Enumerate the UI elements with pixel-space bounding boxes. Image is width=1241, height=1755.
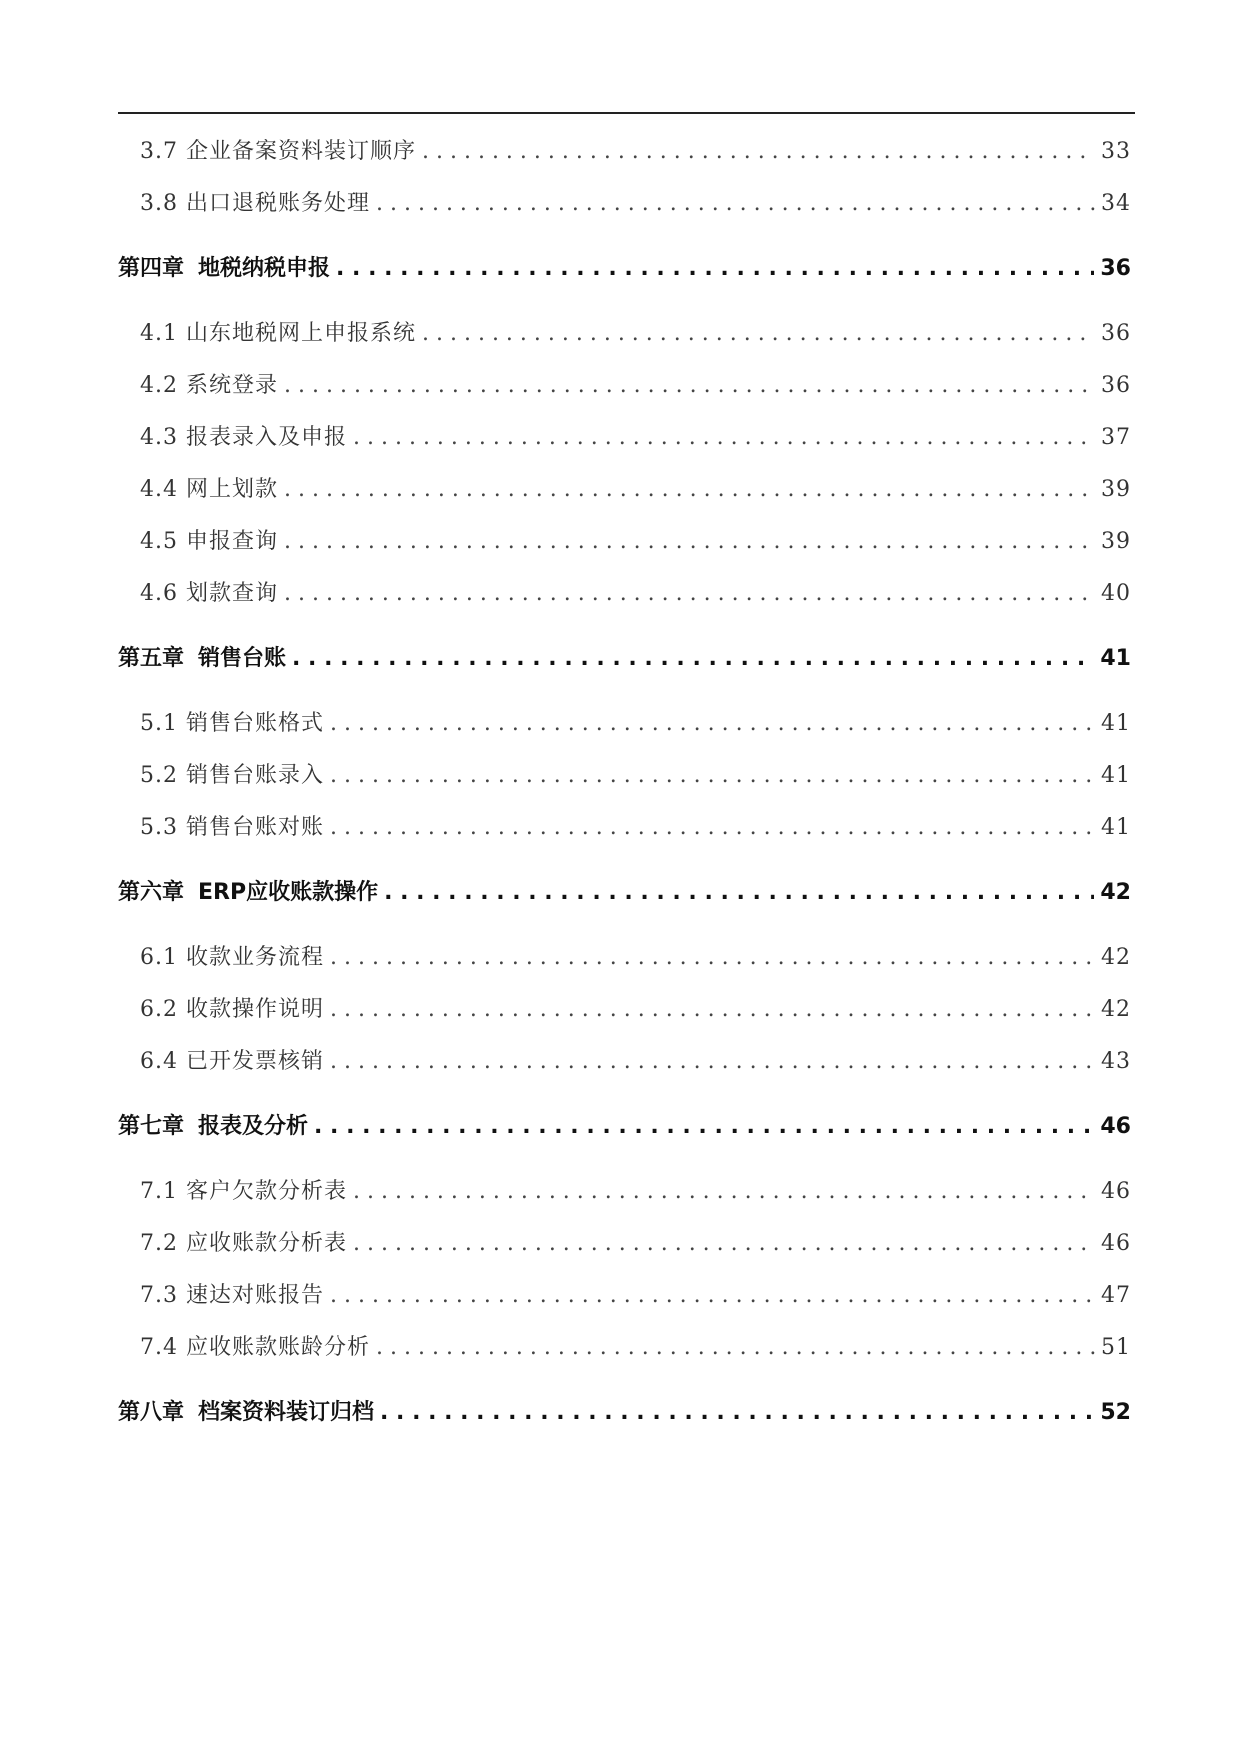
dot-leader <box>284 474 1095 506</box>
dot-leader <box>292 643 1094 675</box>
toc-page-number: 33 <box>1101 139 1131 164</box>
toc-number: 4.6 <box>140 581 178 606</box>
dot-leader <box>284 526 1095 558</box>
toc-page-number: 42 <box>1100 880 1131 905</box>
dot-leader <box>422 318 1095 350</box>
toc-title: 山东地税网上申报系统 <box>186 321 417 346</box>
toc-page-number: 41 <box>1101 763 1131 788</box>
dot-leader <box>422 136 1095 168</box>
toc-number: 4.2 <box>140 373 178 398</box>
toc-page-number: 34 <box>1101 191 1131 216</box>
toc-page-number: 39 <box>1101 477 1131 502</box>
toc-entry-6-1[interactable] <box>140 942 1131 974</box>
toc-chapter-8[interactable] <box>118 1397 1131 1429</box>
toc-chapter-number: 第八章 <box>118 1400 185 1425</box>
toc-title: 收款操作说明 <box>186 997 325 1022</box>
toc-title: 销售台账格式 <box>186 711 325 736</box>
toc-chapter-number: 第七章 <box>118 1114 185 1139</box>
dot-leader <box>330 760 1095 792</box>
toc-title: 划款查询 <box>186 581 279 606</box>
dot-leader <box>284 370 1095 402</box>
toc-page-number: 46 <box>1101 1231 1131 1256</box>
toc-entry-6-2[interactable] <box>140 994 1131 1026</box>
dot-leader <box>353 1176 1095 1208</box>
toc-chapter-number: 第五章 <box>118 646 185 671</box>
toc-number: 6.2 <box>140 997 178 1022</box>
toc-title: 销售台账 <box>198 646 287 671</box>
toc-number: 4.3 <box>140 425 178 450</box>
toc-title: 报表录入及申报 <box>186 425 348 450</box>
toc-page-number: 37 <box>1101 425 1131 450</box>
toc-title: 申报查询 <box>186 529 279 554</box>
toc-chapter-4[interactable] <box>118 253 1131 285</box>
toc-entry-3-7[interactable] <box>140 136 1131 168</box>
toc-number: 5.2 <box>140 763 178 788</box>
toc-page-number: 36 <box>1101 373 1131 398</box>
dot-leader <box>376 1332 1095 1364</box>
toc-entry-4-1[interactable] <box>140 318 1131 350</box>
toc-number: 6.4 <box>140 1049 178 1074</box>
toc-title: 应收账款账龄分析 <box>186 1335 371 1360</box>
dot-leader <box>384 877 1094 909</box>
dot-leader <box>330 1046 1095 1078</box>
dot-leader <box>353 1228 1095 1260</box>
toc-entry-4-3[interactable] <box>140 422 1131 454</box>
toc-number: 3.7 <box>140 139 178 164</box>
toc-page-number: 47 <box>1101 1283 1131 1308</box>
toc-entry-7-1[interactable] <box>140 1176 1131 1208</box>
toc-page-number: 40 <box>1101 581 1131 606</box>
dot-leader <box>336 253 1094 285</box>
toc-title: 销售台账录入 <box>186 763 325 788</box>
toc-entry-3-8[interactable] <box>140 188 1131 220</box>
toc-number: 6.1 <box>140 945 178 970</box>
toc-entry-4-2[interactable] <box>140 370 1131 402</box>
toc-page-number: 43 <box>1101 1049 1131 1074</box>
toc-number: 5.1 <box>140 711 178 736</box>
toc-number: 7.1 <box>140 1179 178 1204</box>
toc-chapter-7[interactable] <box>118 1111 1131 1143</box>
dot-leader <box>284 578 1095 610</box>
toc-number: 4.5 <box>140 529 178 554</box>
toc-entry-7-2[interactable] <box>140 1228 1131 1260</box>
toc-chapter-number: 第六章 <box>118 880 185 905</box>
dot-leader <box>380 1397 1094 1429</box>
toc-chapter-5[interactable] <box>118 643 1131 675</box>
toc-title: 速达对账报告 <box>186 1283 325 1308</box>
toc-page-number: 41 <box>1101 711 1131 736</box>
toc-title: 应收账款分析表 <box>186 1231 348 1256</box>
toc-page-number: 41 <box>1100 646 1131 671</box>
toc-number: 3.8 <box>140 191 178 216</box>
toc-entry-4-4[interactable] <box>140 474 1131 506</box>
toc-page-number: 36 <box>1100 256 1131 281</box>
toc-title: 销售台账对账 <box>186 815 325 840</box>
dot-leader <box>330 1280 1095 1312</box>
dot-leader <box>330 812 1095 844</box>
toc-title: 企业备案资料装订顺序 <box>186 139 417 164</box>
dot-leader <box>330 708 1095 740</box>
toc-number: 4.4 <box>140 477 178 502</box>
toc-title: 系统登录 <box>186 373 279 398</box>
dot-leader <box>330 942 1095 974</box>
dot-leader <box>353 422 1095 454</box>
toc-chapter-number: 第四章 <box>118 256 185 281</box>
toc-page-number: 51 <box>1101 1335 1131 1360</box>
dot-leader <box>314 1111 1094 1143</box>
dot-leader <box>376 188 1095 220</box>
toc-chapter-6[interactable] <box>118 877 1131 909</box>
toc-title: 出口退税账务处理 <box>186 191 371 216</box>
toc-page-number: 52 <box>1100 1400 1131 1425</box>
toc-title: 已开发票核销 <box>186 1049 325 1074</box>
toc-title: 地税纳税申报 <box>198 256 331 281</box>
toc-page-number: 41 <box>1101 815 1131 840</box>
toc-title: ERP应收账款操作 <box>198 880 379 905</box>
toc-number: 7.2 <box>140 1231 178 1256</box>
toc-number: 7.3 <box>140 1283 178 1308</box>
toc-title: 报表及分析 <box>198 1114 309 1139</box>
toc-title: 客户欠款分析表 <box>186 1179 348 1204</box>
toc-entry-5-1[interactable] <box>140 708 1131 740</box>
toc-entry-6-4[interactable] <box>140 1046 1131 1078</box>
toc-entry-4-5[interactable] <box>140 526 1131 558</box>
toc-page-number: 39 <box>1101 529 1131 554</box>
dot-leader <box>330 994 1095 1026</box>
toc-title: 收款业务流程 <box>186 945 325 970</box>
toc-entry-4-6[interactable] <box>140 578 1131 610</box>
toc-title: 档案资料装订归档 <box>198 1400 375 1425</box>
toc-page-number: 42 <box>1101 945 1131 970</box>
toc-entry-5-2[interactable] <box>140 760 1131 792</box>
toc-title: 网上划款 <box>186 477 279 502</box>
toc-entry-7-3[interactable] <box>140 1280 1131 1312</box>
toc-entry-5-3[interactable] <box>140 812 1131 844</box>
toc-page-number: 42 <box>1101 997 1131 1022</box>
toc-number: 5.3 <box>140 815 178 840</box>
toc-entry-7-4[interactable] <box>140 1332 1131 1364</box>
toc-number: 4.1 <box>140 321 178 346</box>
toc-page-number: 36 <box>1101 321 1131 346</box>
toc-number: 7.4 <box>140 1335 178 1360</box>
toc-page-number: 46 <box>1100 1114 1131 1139</box>
toc-page-number: 46 <box>1101 1179 1131 1204</box>
